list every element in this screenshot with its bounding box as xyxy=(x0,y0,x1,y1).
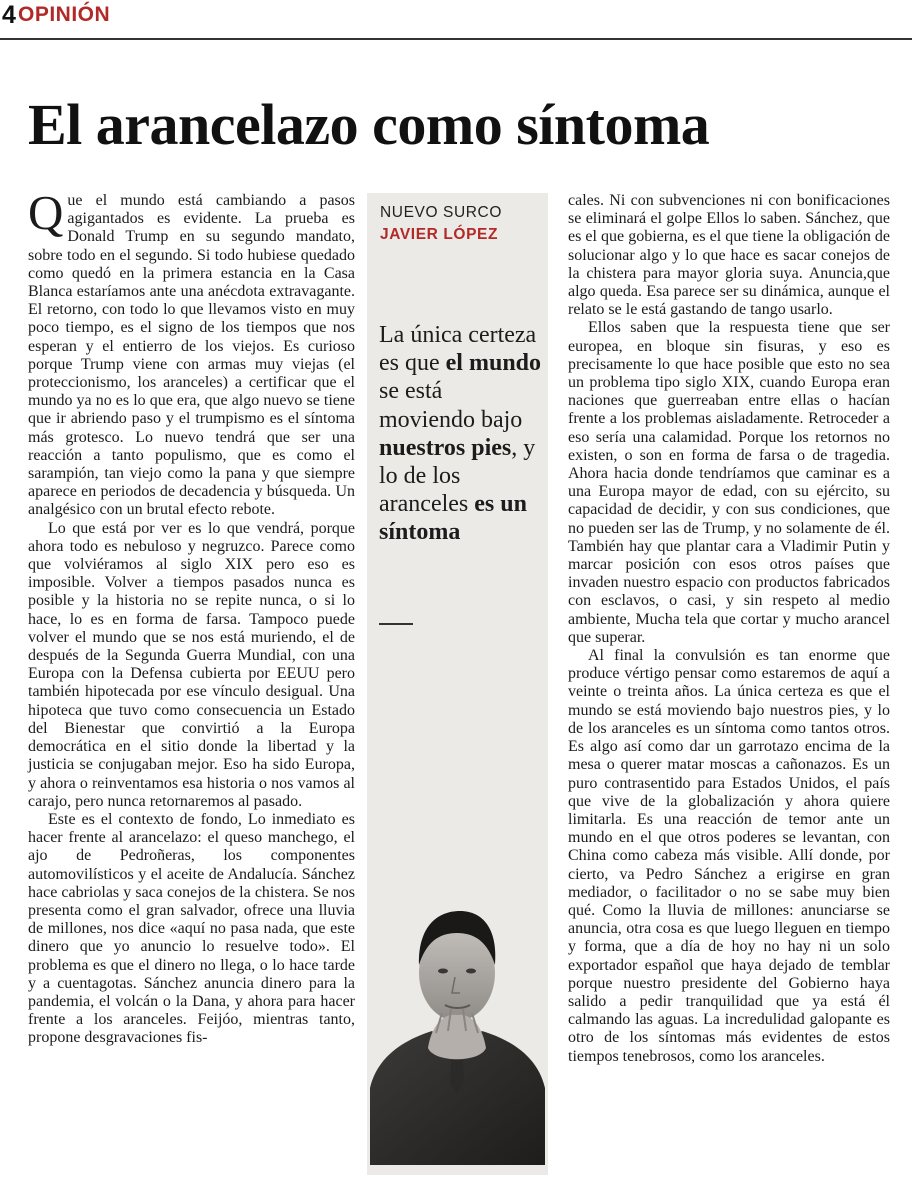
page-header xyxy=(0,0,912,40)
page-number: 4 xyxy=(2,1,16,29)
paragraph-2: Lo que está por ver es lo que vendrá, porque ahora todo es nebuloso y negruzco. Parece como que volviéramos al siglo XIX pero eso es imposible. Volver a tiempos pasados nunca es posible y la historia no se repite nunca, o si lo hace, lo es en forma de farsa. Tampoco puede volver el mundo que se nos está muriendo, el de después de la Segunda Guerra Mundial, con una Europa con la Defensa cubierta por EEUU pero también hipotecada por ese vínculo desigual. Una hipoteca que tuvo como consecuencia un Estado del Bienestar que convirtió a la Europa democrática en el sitio donde la libertad y la justicia se conjugaban mejor. Eso ha sido Europa, y ahora o reinventamos esa historia o nos vamos al carajo, pero nunca retornaremos al pasado. xyxy=(28,519,355,810)
header-rule xyxy=(0,38,912,40)
paragraph-1-text: ue el mundo está cambiando a pasos agigantados es evidente. La prueba es Donald Trump en su segundo mandato, sobre todo en el segundo. Si todo hubiese quedado como quedó en la primera estancia en la Casa Blanca estaríamos ante una anécdota extravagante. El retorno, con todo lo que llevamos visto en muy poco tiempo, es el signo de los tiempos que nos esperan y el entierro de los viejos. Es curioso porque Trump viene con armas muy viejas (el proteccionismo, los aranceles) a certificar que el mundo ya no es lo que era, que algo nuevo se tiene que ir abriendo paso y el trumpismo es el síntoma más grotesco. Lo nuevo tendrá que ser una reacción a tanto populismo, que es como el sarampión, tan viejo como la pana y que siempre aparece en periodos de decadencia y búsqueda. Un analgésico con un brutal efecto rebote. xyxy=(28,192,355,519)
author-name: JAVIER LÓPEZ xyxy=(380,226,499,243)
quote-part-2: se está moviendo bajo xyxy=(379,378,523,433)
paragraph-6: Al final la convulsión es tan enorme que produce vértigo pensar como estaremos de aquí a veinte o treinta años. La única certeza es que el mundo se está moviendo bajo nuestros pies, y lo de los aranceles es un síntoma como tantos otros. Es algo así como dar un garrotazo encima de la mesa o querer matar moscas a cañonazos. Es un puro contrasentido para Estados Unidos, el país que vive de la globalización y ahora quiere limitarla. Es una reacción de temor ante un mundo en el que otros poderes se levantan, con China como cabeza más visible. Allí donde, por cierto, va Pedro Sánchez a erigirse en gran mediador, o facilitador o no se sabe muy bien qué. Como la lluvia de millones: anunciarse se anuncia, otra cosa es que luego lleguen en tiempo y forma, que a día de hoy no hay ni un solo exportador español que haya dejado de temblar porque nuestro presidente del Gobierno haya salido a pedir tranquilidad que ya está él calmando las aguas. La incredulidad galopante es otro de los síntomas más evidentes de estos tiempos tenebrosos, como los aranceles. xyxy=(568,647,890,1065)
quote-bold-1: el mundo xyxy=(445,350,542,377)
author-photo-icon xyxy=(370,873,545,1165)
paragraph-4: cales. Ni con subvenciones ni con bonificaciones se eliminará el golpe Ellos lo saben. Sánchez, que es el que gobierna, es el que tiene la obligación de solucionar algo y lo que hace es sacar conejos de la chistera para mayor gloria suya. Anuncia,que algo queda. Esa parece ser su dinámica, aunque el relato se le está gastando de tango usarlo. xyxy=(568,192,890,319)
paragraph-1 xyxy=(28,185,355,520)
quote-part-3: , y lo de los aranceles xyxy=(379,434,536,518)
section-title: OPINIÓN xyxy=(18,3,111,26)
quote-part-1: La única certeza es que xyxy=(379,322,537,377)
drop-cap: Q xyxy=(28,185,64,240)
quote-rule xyxy=(379,623,413,625)
quote-bold-2: nuestros pies xyxy=(379,434,512,461)
sidebar xyxy=(367,193,548,1175)
pull-quote xyxy=(379,321,544,547)
left-column xyxy=(28,185,355,1048)
right-column xyxy=(568,192,890,1066)
quote-bold-3: es un síntoma xyxy=(379,491,527,546)
headline: El arancelazo como síntoma xyxy=(28,92,710,157)
column-name: NUEVO SURCO xyxy=(380,204,503,221)
paragraph-5: Ellos saben que la respuesta tiene que ser europea, en bloque sin fisuras, y eso es precisamente lo que hace posible que esto no sea un problema tipo siglo XIX, cuando Europa eran naciones que guerreaban entre ellas o hacían frente a los problemas aisladamente. Retroceder a eso sería una calamidad. Porque los retornos no existen, o son en forma de farsa o de tragedia. Ahora hacia donde tendríamos que caminar es a una Europa mayor de edad, con su ejército, su capacidad de decidir, y con sus condiciones, que no pueden ser las de Trump, y no solamente de él. También hay que plantar cara a Vladimir Putin y marcar posición con esos otros países que invaden nuestro espacio con productos fabricados con esclavos, o casi, y sin respeto al medio ambiente, Mucha tela que cortar y mucho arancel que superar. xyxy=(568,319,890,646)
paragraph-3: Este es el contexto de fondo, Lo inmediato es hacer frente al arancelazo: el queso manchego, el ajo de Pedroñeras, los componentes automovilísticos y el aceite de Andalucía. Sánchez hace cabriolas y saca conejos de la chistera. Se nos presenta como el gran salvador, ofrece una lluvia de millones, nos dice «aquí no pasa nada, que este dinero que yo anuncio lo resuelve todo». El problema es que el dinero no llega, o lo hace tarde y a cuentagotas. Sánchez anuncia dinero para la pandemia, el volcán o la Dana, y ahora para hacer frente a los aranceles. Feijóo, mientras tanto, propone desgravaciones fis- xyxy=(28,810,355,1047)
